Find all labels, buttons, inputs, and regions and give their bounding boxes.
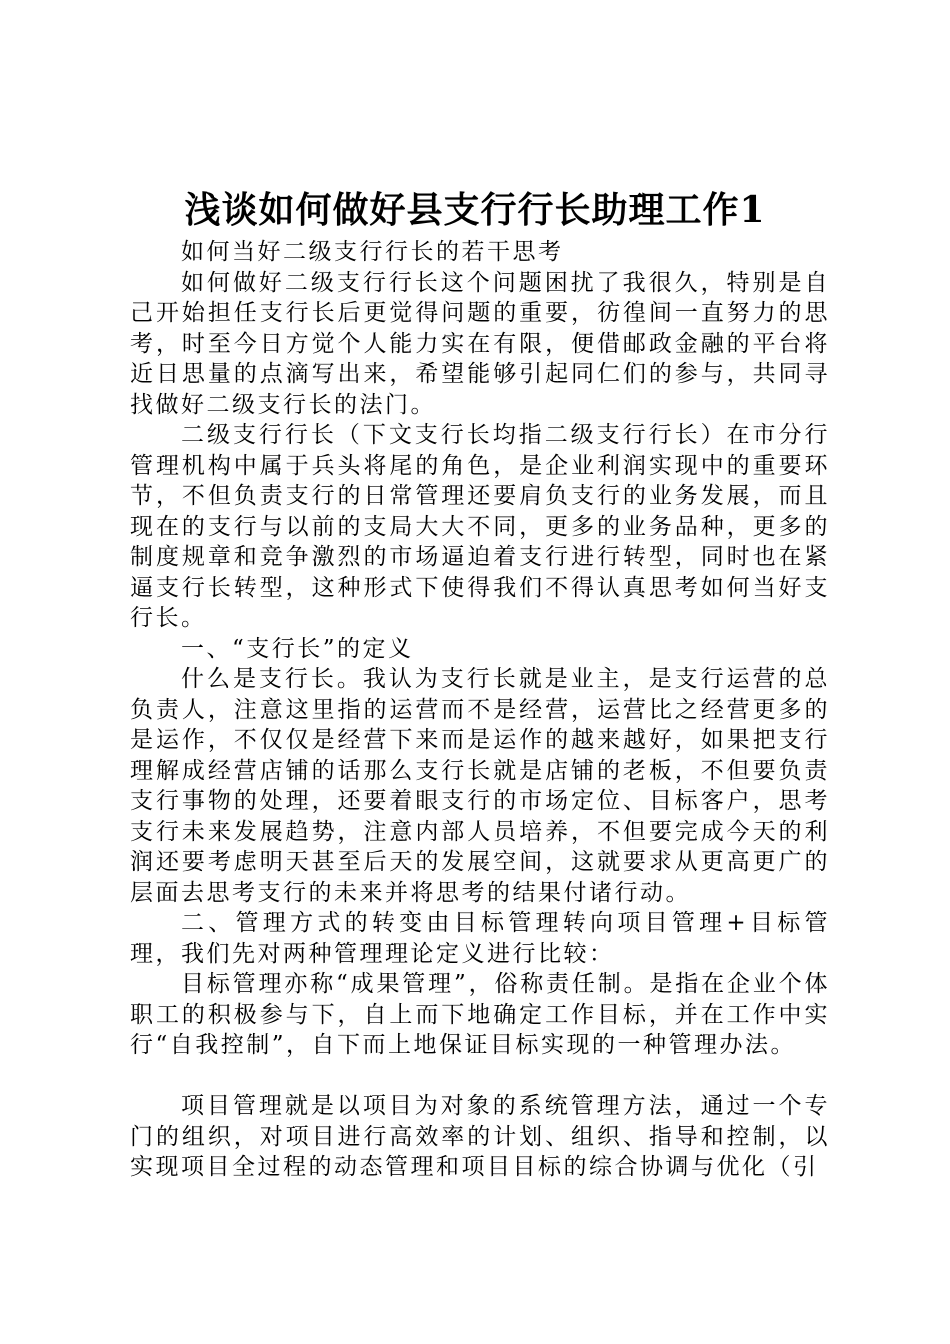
role-paragraph: 二级支行行长（下文支行长均指二级支行行长）在市分行管理机构中属于兵头将尾的角色，是企业利润实现中的重要环节，不但负责支行的日常管理还要肩负支行的业务发展，而且现在的支行与以前的支局大大不同，更多的业务品种，更多的制度规章和竞争激烈的市场逼迫着支行进行转型，同时也在紧逼支行长转型，这种形式下使得我们不得认真思考如何当好支行长。 (130, 422, 830, 631)
definition-paragraph: 什么是支行长。我认为支行长就是业主，是支行运营的总负责人，注意这里指的运营而不是经营，运营比之经营更多的是运作，不仅仅是经营下来而是运作的越来越好，如果把支行理解成经营店铺的话那么支行长就是店铺的老板，不但要负责支行事物的处理，还要着眼支行的市场定位、目标客户，思考支行未来发展趋势，注意内部人员培养，不但要完成今天的利润还要考虑明天甚至后天的发展空间，这就要求从更高更广的层面去思考支行的未来并将思考的结果付诸行动。 (130, 666, 830, 906)
intro-paragraph: 如何做好二级支行行长这个问题困扰了我很久，特别是自己开始担任支行长后更觉得问题的重要，彷徨间一直努力的思考，时至今日方觉个人能力实在有限，便借邮政金融的平台将近日思量的点滴写出来，希望能够引起同仁们的参与，共同寻找做好二级支行长的法门。 (130, 269, 830, 418)
document-title: 浅谈如何做好县支行行长助理工作1 (184, 189, 766, 231)
section-heading-management: 二、管理方式的转变由目标管理转向项目管理+目标管理，我们先对两种管理理论定义进行比较： (130, 910, 830, 967)
section-heading-definition: 一、“支行长”的定义 (181, 635, 414, 662)
document-body (130, 237, 830, 1183)
paragraph-spacer (130, 1061, 830, 1092)
objective-management-paragraph: 目标管理亦称“成果管理”，俗称责任制。是指在企业个体职工的积极参与下，自上而下地确定工作目标，并在工作中实行“自我控制”，自下而上地保证目标实现的一种管理办法。 (130, 971, 830, 1058)
project-management-paragraph: 项目管理就是以项目为对象的系统管理方法，通过一个专门的组织，对项目进行高效率的计划、组织、指导和控制，以实现项目全过程的动态管理和项目目标的综合协调与优化（引 (130, 1093, 830, 1180)
subtitle-paragraph: 如何当好二级支行行长的若干思考 (181, 239, 564, 265)
